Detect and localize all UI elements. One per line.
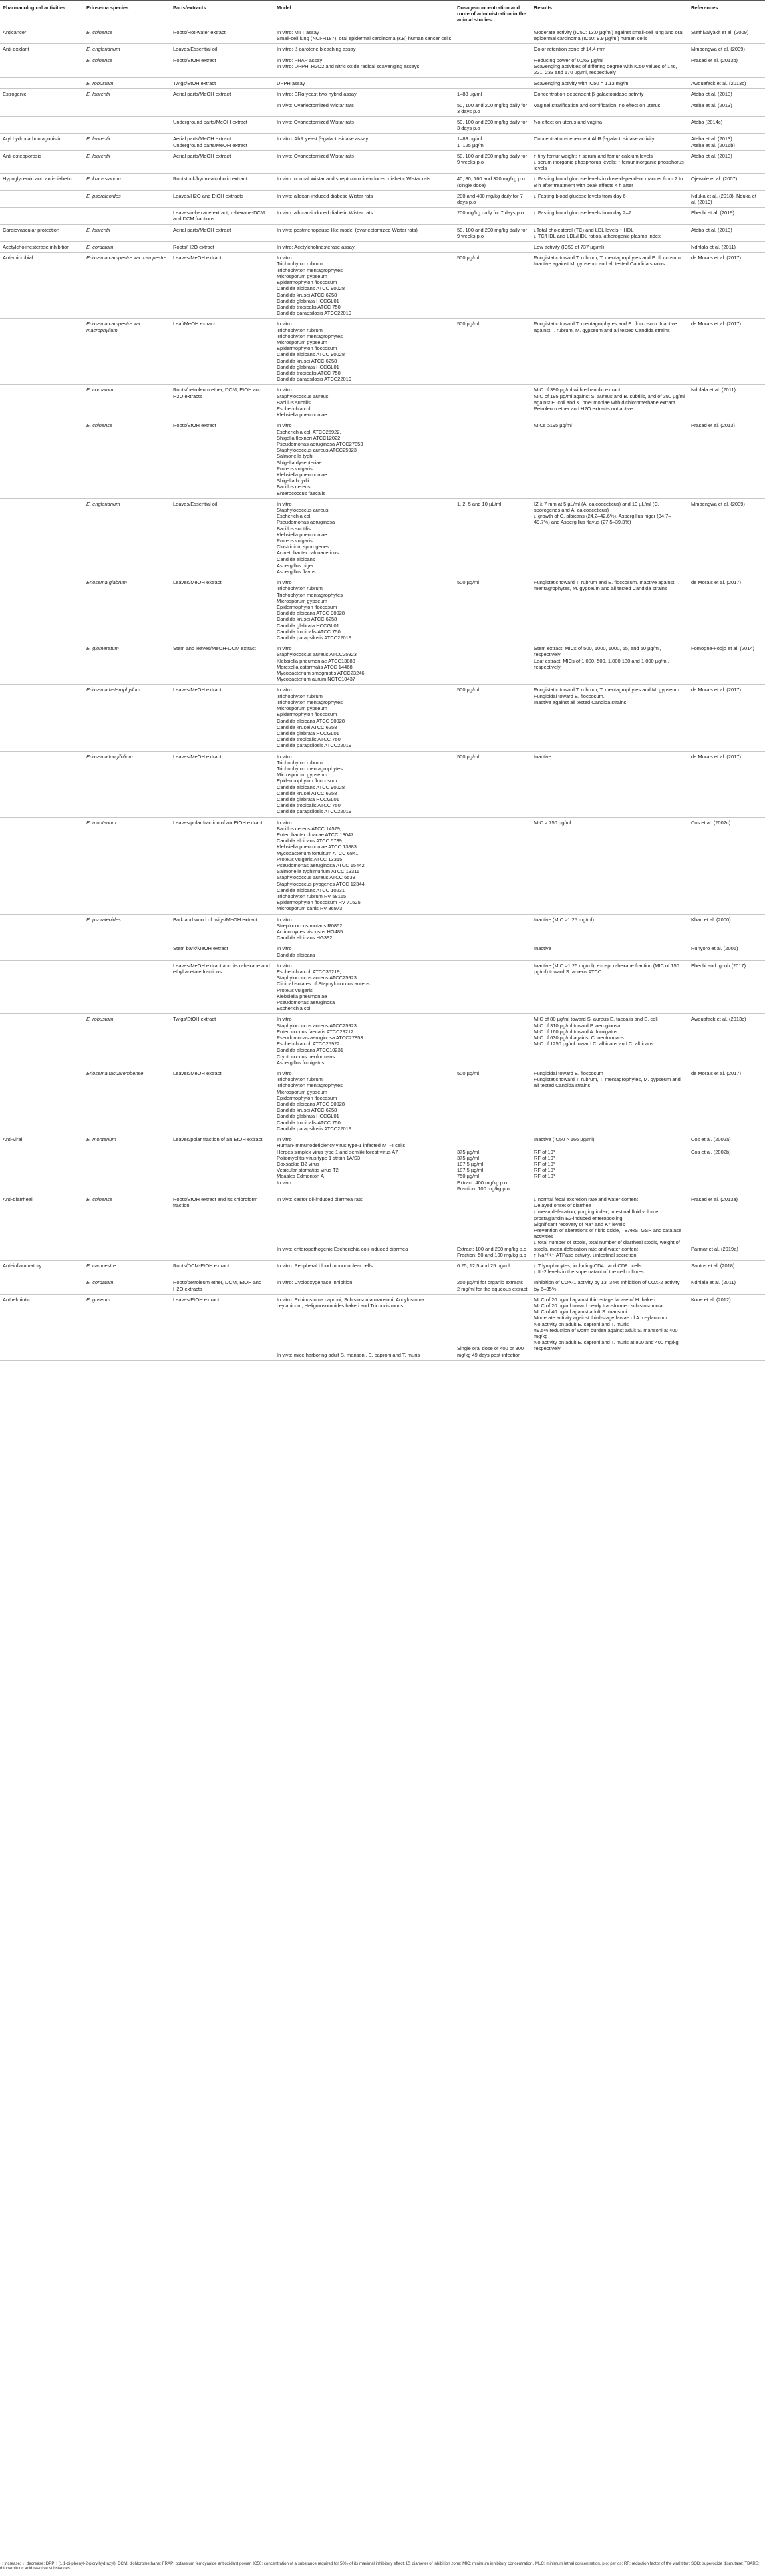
activity-cell xyxy=(0,208,84,224)
table-row xyxy=(0,224,765,241)
species-cell: E. laurentii xyxy=(84,134,170,150)
parts-cell: Leaves/polar fraction of an EtOH extract xyxy=(170,817,274,914)
parts-cell: Leaves/MeOH extract xyxy=(170,577,274,643)
reference-cell: de Morais et al. (2017) xyxy=(688,685,765,751)
model-cell: In vitro: Echinostoma caproni, Schistosoma mansoni, Ancylostoma ceylanicum, Heligmosomoides bakeri and Trichuris muris In vivo: mice harboring adult S. mansoni, E. caproni and T. muris xyxy=(274,1294,454,1360)
parts-cell: Leaves/n-hexane extract, n-hexane-DCM and DCM fractions xyxy=(170,208,274,224)
activity-cell xyxy=(0,914,84,943)
results-cell: ↓ normal fecal excretion rate and water content Delayed onset of diarrhea ↓ mean defecation, purging index, intestinal fluid volume, prostaglandin E2-induced enteropooling Significant recovery of Na⁺ and K⁺ levels Prevention of alterations of nitric oxide, TBARS, GSH and catalase activities ↓ total number of stools, total number of diarrheal stools, weight of stools, mean defecation rate and water content ↑ Na⁺/K⁺-ATPase activity, ↓intestinal secretion xyxy=(531,1194,688,1260)
species-cell: E. cordatum xyxy=(84,385,170,420)
reference-cell: Ndhlala et al. (2011) xyxy=(688,1277,765,1294)
results-cell: MIC > 750 µg/ml xyxy=(531,817,688,914)
results-cell: ↓ Fasting blood glucose levels from day 6 xyxy=(531,190,688,207)
activity-cell xyxy=(0,420,84,498)
results-cell: MIC of 80 µg/ml toward S. aureus E. faecalis and E. coli MIC of 310 µg/ml toward P. aeruginosa MIC of 160 µg/ml toward A. fumigatus MIC of 630 µg/ml against C. neoformans MIC of 1250 µg/ml toward C. albicans and C. albicans xyxy=(531,1014,688,1068)
results-cell: MLC of 20 µg/ml against third-stage larvae of H. bakeri MLC of 20 µg/ml toward newly transformed schistosomula MLC of 40 µg/ml against adult S. mansoni Moderate activity against third-stage larvae of A. ceylanicum No activity on adult E. caproni and T. muris 49.5% reduction of worm burden against adult S. mansoni at 400 mg/kg No activity on adult E. caproni and T. muris at 800 and 400 mg/kg, respectively xyxy=(531,1294,688,1360)
model-cell: In vivo: normal Wistar and streptozotocin-induced diabetic Wistar rats xyxy=(274,174,454,190)
results-cell: Vaginal stratification and cornification, no effect on uterus xyxy=(531,100,688,116)
dosage-cell xyxy=(454,643,531,685)
activity-cell xyxy=(0,498,84,577)
parts-cell: Aerial parts/MeOH extract xyxy=(170,224,274,241)
table-row xyxy=(0,1068,765,1134)
table-row xyxy=(0,117,765,134)
table-header-row xyxy=(0,1,765,27)
table-row xyxy=(0,253,765,319)
reference-cell: de Morais et al. (2017) xyxy=(688,319,765,385)
species-cell: E. laurentii xyxy=(84,150,170,174)
parts-cell: Roots/DCM-EtOH extract xyxy=(170,1260,274,1277)
dosage-cell: 500 µg/ml xyxy=(454,577,531,643)
model-cell: In vitro Candida albicans xyxy=(274,943,454,960)
species-cell: E. robustum xyxy=(84,1014,170,1068)
model-cell: DPPH assay xyxy=(274,78,454,89)
table-row xyxy=(0,943,765,960)
model-cell: In vitro Staphylococcus aureus Bacillus subtilis Escherichia coli Klebsiella pneumoniae xyxy=(274,385,454,420)
activity-cell xyxy=(0,78,84,89)
parts-cell: Rootstock/hydro-alcoholic extract xyxy=(170,174,274,190)
reference-cell: Santos et al. (2018) xyxy=(688,1260,765,1277)
reference-cell: Ateba et al. (2013) Ateba et al. (2016b) xyxy=(688,134,765,150)
results-cell: No effect on uterus and vagina xyxy=(531,117,688,134)
species-cell: E. laurentii xyxy=(84,224,170,241)
reference-cell: Ateba et al. (2013) xyxy=(688,89,765,100)
results-cell: Low activity (IC50 of 737 µg/ml) xyxy=(531,242,688,253)
model-cell: In vitro Bacillus cereus ATCC 14579, Enterobacter cloacae ATCC 13047 Candida albicans ATCC 5739 Klebsiella pneumoniae ATCC 13883 Mycobacterium fortuitum ATCC 6841 Proteus vulgaris ATCC 13315 Pseudomonas aeruginosa ATCC 15442 Salmonella typhimurium ATCC 13311 Staphylococcus aureus ATCC 6538 Staphylococcus pyogenes ATCC 12344 Candida albicans ATCC 10231 Trichophyton rubrum RV 58165, Epidermophyton floccosum RV 71625 Microsporum canis RV 86973 xyxy=(274,817,454,914)
activity-cell xyxy=(0,751,84,817)
results-cell: Fungistatic toward T. rubrum and E. floccosum. Inactive against T. mentagrophytes, M. gypseum and all tested Candida strains xyxy=(531,577,688,643)
reference-cell: Ateba et al. (2013) xyxy=(688,224,765,241)
activity-cell: Anti-microbial xyxy=(0,253,84,319)
model-cell: In vitro Trichophyton rubrum Trichophyton mentagrophytes Microsporum gypseum Epidermophyton floccosum Candida albicans ATCC 90028 Candida krusei ATCC 6258 Candida glabrata HCCGL01 Candida tropicalis ATCC 750 Candida parapsilosis ATCC22019 xyxy=(274,685,454,751)
parts-cell: Twigs/EtOH extract xyxy=(170,1014,274,1068)
activity-cell xyxy=(0,100,84,116)
dosage-cell: 6.25, 12.5 and 25 µg/ml xyxy=(454,1260,531,1277)
species-cell: E. cordatum xyxy=(84,242,170,253)
reference-cell: Sutthivaiyakit et al. (2009) xyxy=(688,27,765,44)
species-cell xyxy=(84,943,170,960)
dosage-cell xyxy=(454,1014,531,1068)
dosage-cell xyxy=(454,817,531,914)
parts-cell: Roots/EtOH extract xyxy=(170,420,274,498)
species-cell: Eriosema campestre var. macrophyllum xyxy=(84,319,170,385)
dosage-cell xyxy=(454,27,531,44)
model-cell: In vitro Human-immunodeficiency virus type-1 infected MT-4 cells Herpes simplex virus type 1 and semliki forest virus A7 Poliomyelitis virus type 1 strain 1A/S3 Coxsackie B2 virus Vesicular stomatitis virus T2 Measles Edmonton A In vivo xyxy=(274,1134,454,1194)
parts-cell: Twigs/EtOH extract xyxy=(170,78,274,89)
table-row xyxy=(0,208,765,224)
model-cell: In vitro: Acetylcholinesterase assay xyxy=(274,242,454,253)
dosage-cell: 1–83 µg/ml 1–125 µg/ml xyxy=(454,134,531,150)
table-row xyxy=(0,78,765,89)
activity-cell xyxy=(0,117,84,134)
table-row xyxy=(0,55,765,78)
reference-cell: de Morais et al. (2017) xyxy=(688,751,765,817)
species-cell: E. montanum xyxy=(84,817,170,914)
model-cell: In vitro Staphylococcus aureus ATCC25923 Klebsiella pneumoniae ATCC13883 Morexella catarrhalis ATCC 14468 Mycobacterium smegmatis ATCC23246 Mycobacterium aurum NCTC10437 xyxy=(274,643,454,685)
parts-cell: Leaves/EtOH extract xyxy=(170,1294,274,1360)
results-cell: Scavenging activity with IC50 = 1.13 mg/ml xyxy=(531,78,688,89)
table-row xyxy=(0,27,765,44)
activity-cell xyxy=(0,319,84,385)
header-activities: Pharmacological activities xyxy=(0,1,84,27)
table-row xyxy=(0,914,765,943)
table-row xyxy=(0,44,765,55)
dosage-cell xyxy=(454,242,531,253)
model-cell: In vitro: Cyclooxygenase inhibition xyxy=(274,1277,454,1294)
header-parts: Parts/extracts xyxy=(170,1,274,27)
model-cell: In vivo: alloxan-induced diabetic Wistar rats xyxy=(274,190,454,207)
header-species: Eriosema species xyxy=(84,1,170,27)
table-row xyxy=(0,1277,765,1294)
dosage-cell xyxy=(454,943,531,960)
parts-cell: Aerial parts/MeOH extract xyxy=(170,150,274,174)
species-cell: E. robustum xyxy=(84,78,170,89)
species-cell: E. campestre xyxy=(84,1260,170,1277)
model-cell: In vitro: ERα yeast two-hybrid assay xyxy=(274,89,454,100)
dosage-cell xyxy=(454,78,531,89)
results-cell: Inactive (MIC ≥1.25 mg/ml) xyxy=(531,914,688,943)
species-cell: Eriosema glabrum xyxy=(84,577,170,643)
parts-cell: Aerial parts/MeOH extract Underground parts/MeOH extract xyxy=(170,134,274,150)
header-results: Results xyxy=(531,1,688,27)
results-cell: MICs ≥195 µg/ml xyxy=(531,420,688,498)
parts-cell: Leaves/H2O and EtOH extracts xyxy=(170,190,274,207)
dosage-cell: 200 mg/kg daily for 7 days p.o xyxy=(454,208,531,224)
results-cell: Stem extract: MICs of 500, 1000, 1000, 65, and 50 µg/ml, respectively Leaf extract: MICs of 1,000, 500, 1,000,130 and 1,000 µg/ml, respectively xyxy=(531,643,688,685)
results-cell: Fungistatic toward T. rubrum, T. mentagrophytes and M. gypseum. Fungicidal toward E. floccosum. Inactive against all tested Candida strains xyxy=(531,685,688,751)
species-cell: E. kraussianum xyxy=(84,174,170,190)
species-cell: Eriosema longifolium xyxy=(84,751,170,817)
species-cell: Eriosema campestre var. campestre xyxy=(84,253,170,319)
species-cell: E. chinense xyxy=(84,55,170,78)
species-cell: Eriosema tacuarembense xyxy=(84,1068,170,1134)
dosage-cell: 500 µg/ml xyxy=(454,751,531,817)
activity-cell xyxy=(0,577,84,643)
table-row xyxy=(0,577,765,643)
parts-cell: Stem bark/MeOH extract xyxy=(170,943,274,960)
reference-cell: Prasad et al. (2013a) Parmar et al. (2019a) xyxy=(688,1194,765,1260)
species-cell: E. chinense xyxy=(84,420,170,498)
table-row xyxy=(0,150,765,174)
table-row xyxy=(0,1134,765,1194)
activity-cell: Hypoglycemic and anti-diabetic xyxy=(0,174,84,190)
reference-cell: Prasad et al. (2013b) xyxy=(688,55,765,78)
header-dosage: Dosage/concentration and route of administration in the animal studies xyxy=(454,1,531,27)
model-cell: In vitro Trichophyton rubrum Trichophyton mentagrophytes Microsporum gypseum Epidermophyton floccosum Candida albicans ATCC 90028 Candida krusei ATCC 6258 Candida glabrata HCCGL01 Candida tropicalis ATCC 750 Candida parapsilosis ATCC22019 xyxy=(274,1068,454,1134)
reference-cell: Fomogne-Fodjo et al. (2014) xyxy=(688,643,765,685)
activity-cell xyxy=(0,1014,84,1068)
results-cell: Color retention zone of 14.4 mm xyxy=(531,44,688,55)
reference-cell: de Morais et al. (2017) xyxy=(688,577,765,643)
parts-cell: Bark and wood of twigs/MeOH extract xyxy=(170,914,274,943)
activity-cell xyxy=(0,943,84,960)
parts-cell: Leaves/MeOH extract xyxy=(170,1068,274,1134)
dosage-cell: 250 µg/ml for organic extracts 2 mg/ml for the aqueous extract xyxy=(454,1277,531,1294)
reference-cell: Ateba (2014c) xyxy=(688,117,765,134)
dosage-cell: 500 µg/ml xyxy=(454,319,531,385)
reference-cell: Cos et al. (2002a) Cos et al. (2002b) xyxy=(688,1134,765,1194)
parts-cell: Leaf/MeOH extract xyxy=(170,319,274,385)
model-cell: In vitro: β-carotene bleaching assay xyxy=(274,44,454,55)
activity-cell: Anti-osteoporosis xyxy=(0,150,84,174)
species-cell xyxy=(84,960,170,1014)
activity-cell xyxy=(0,55,84,78)
table-row xyxy=(0,1194,765,1260)
reference-cell: Kone et al. (2012) xyxy=(688,1294,765,1360)
parts-cell: Leaves/MeOH extract xyxy=(170,751,274,817)
species-cell: E. laurentii xyxy=(84,89,170,100)
model-cell: In vitro Trichophyton rubrum Trichophyton mentagrophytes Microsporum gypseum Epidermophyton floccosum Candida albicans ATCC 90028 Candida krusei ATCC 6258 Candida glabrata HCCGL01 Candida tropicalis ATCC 750 Candida parapsilosis ATCC22019 xyxy=(274,319,454,385)
results-cell: Fungistatic toward T. rubrum, T. mentagrophytes and E. floccosum. Inactive against M. gypseum and all tested Candida strains xyxy=(531,253,688,319)
parts-cell: Roots/petroleum ether, DCM, EtOH and H2O extracts xyxy=(170,1277,274,1294)
reference-cell: Ojewole et al. (2007) xyxy=(688,174,765,190)
activity-cell: Anti-diarrheal xyxy=(0,1194,84,1260)
dosage-cell: 50, 100 and 200 mg/kg daily for 3 days p.o xyxy=(454,117,531,134)
parts-cell: Roots/Hot-water extract xyxy=(170,27,274,44)
parts-cell: Leaves/polar fraction of an EtOH extract xyxy=(170,1134,274,1194)
reference-cell: Ndhlala et al. (2011) xyxy=(688,385,765,420)
model-cell: In vivo: alloxan-induced diabetic Wistar rats xyxy=(274,208,454,224)
model-cell: In vitro: MTT assay Small-cell lung (NCI-H187), oral epidermal carcinoma (KB) human cancer cells xyxy=(274,27,454,44)
model-cell: In vivo: Ovariectomized Wistar rats xyxy=(274,150,454,174)
reference-cell: Ndhlala et al. (2011) xyxy=(688,242,765,253)
dosage-cell: 40, 80, 160 and 320 mg/kg p.o (single dose) xyxy=(454,174,531,190)
species-cell: E. englerianum xyxy=(84,498,170,577)
activity-cell: Anti-oxidant xyxy=(0,44,84,55)
dosage-cell: 500 µg/ml xyxy=(454,1068,531,1134)
parts-cell: Roots/EtOH extract xyxy=(170,55,274,78)
parts-cell: Roots/H2O extract xyxy=(170,242,274,253)
parts-cell: Leaves/Essential oil xyxy=(170,498,274,577)
results-cell: Concentration-dependent β-galactosidase activity xyxy=(531,89,688,100)
results-cell: Inhibition of COX-1 activity by 13–34% Inhibition of COX-2 activity by 6–35% xyxy=(531,1277,688,1294)
dosage-cell: 50, 100 and 200 mg/kg daily for 3 days p.o xyxy=(454,100,531,116)
header-references: References xyxy=(688,1,765,27)
reference-cell: Mmbengwa et al. (2009) xyxy=(688,44,765,55)
dosage-cell: 500 µg/ml xyxy=(454,253,531,319)
dosage-cell: Extract: 100 and 200 mg/kg p.o Fraction: 50 and 100 mg/kg p.o xyxy=(454,1194,531,1260)
results-cell: Concentration-dependent AhR β-galactosidase activity xyxy=(531,134,688,150)
reference-cell: Runyoro et al. (2006) xyxy=(688,943,765,960)
reference-cell: Awouafack et al. (2013c) xyxy=(688,78,765,89)
results-cell: Reducing power of 0.263 µg/ml Scavenging activities of differing degree with IC50 values of 146, 221, 233 and 170 µg/ml, respectively xyxy=(531,55,688,78)
activity-cell xyxy=(0,817,84,914)
reference-cell: Prasad et al. (2013) xyxy=(688,420,765,498)
table-row xyxy=(0,385,765,420)
parts-cell: Leaves/MeOH extract and its n-hexane and ethyl acetate fractions xyxy=(170,960,274,1014)
dosage-cell: Single oral dose of 400 or 800 mg/kg 49 days post-infection xyxy=(454,1294,531,1360)
parts-cell: Roots/petroleum ether, DCM, EtOH and H2O extracts xyxy=(170,385,274,420)
dosage-cell: 200 and 400 mg/kg daily for 7 days p.o xyxy=(454,190,531,207)
dosage-cell: 500 µg/ml xyxy=(454,685,531,751)
species-cell: E. chinense xyxy=(84,27,170,44)
activity-cell: Anticancer xyxy=(0,27,84,44)
parts-cell: Leaves/MeOH extract xyxy=(170,685,274,751)
results-cell: Fungistatic toward T. mentagrophytes and E. floccosum. Inactive against T. rubrum, M. gypseum and all tested Candida strains xyxy=(531,319,688,385)
table-row xyxy=(0,1014,765,1068)
reference-cell: Mmbengwa et al. (2009) xyxy=(688,498,765,577)
table-body xyxy=(0,27,765,1361)
model-cell: In vitro Staphylococcus aureus ATCC25923 Enterococcus faecalis ATCC29212 Pseudomonas aeruginosa ATCC27853 Escherichia coli ATCC25922 Candida albicans ATCC10231 Cryptococcus neoformans Aspergillus fumigatus xyxy=(274,1014,454,1068)
reference-cell: Cos et al. (2002c) xyxy=(688,817,765,914)
table-row xyxy=(0,242,765,253)
results-cell: ↓Total cholesterol (TC) and LDL levels ↑ HDL ↓ TC/HDL and LDL/HDL ratios, atherogenic plasma index xyxy=(531,224,688,241)
reference-cell: Khan et al. (2000) xyxy=(688,914,765,943)
model-cell: In vitro Trichophyton rubrum Trichophyton mentagrophytes Microsporum gypseum Epidermophyton floccosum Candida albicans ATCC 90028 Candida krusei ATCC 6258 Candida glabrata HCCGL01 Candida tropicalis ATCC 750 Candida parapsilosis ATCC22019 xyxy=(274,751,454,817)
dosage-cell xyxy=(454,44,531,55)
species-cell: E. psoraleoides xyxy=(84,914,170,943)
table-row xyxy=(0,643,765,685)
activity-cell: Aryl hydrocarbon agonistic xyxy=(0,134,84,150)
results-cell: Moderate activity (IC50: 13.0 µg/ml) against small-cell lung and oral epidermal carcinoma (IC50: 9.9 µg/ml) human cells xyxy=(531,27,688,44)
dosage-cell: 50, 100 and 200 mg/kg daily for 9 weeks p.o xyxy=(454,150,531,174)
table-row xyxy=(0,960,765,1014)
species-cell xyxy=(84,100,170,116)
table-row xyxy=(0,420,765,498)
table-footnote: ↑: increase; ↓: decrease; DPPH (1,1-di-phenyl-2-picrylhydrazyl); DCM: dichloromethane; FRAP: potassium ferricyanide antioxidant power; IC50: concentration of a substance required for 50% of its maximal inhibitory effect; IZ: diameter of inhibition zone; MIC: minimum inhibitory concentration, MLC: minimum lethal concentration, p.o: per os; RF: reduction factor of the viral titer; SOD: superoxide dismutase; TBARS: thiobarbituric acid reactive substances. xyxy=(0,2561,760,2571)
reference-cell: Ateba et al. (2013) xyxy=(688,100,765,116)
activity-cell: Anthelmintic xyxy=(0,1294,84,1360)
dosage-cell xyxy=(454,420,531,498)
header-model: Model xyxy=(274,1,454,27)
parts-cell: Stem and leaves/MeOH-DCM extract xyxy=(170,643,274,685)
parts-cell: Roots/EtOH extract and its chloroform fraction xyxy=(170,1194,274,1260)
parts-cell xyxy=(170,100,274,116)
table-row xyxy=(0,100,765,116)
dosage-cell xyxy=(454,960,531,1014)
model-cell: In vitro Escherichia coli ATCC25922, Shigella flexneri ATCC12022 Pseudomonas aeruginosa ATCC27853 Staphylococcus aureus ATCC25923 Salmonella typhi Shigella dysenteriae Proteus vulgaris Klebsiella pneumoniae Shigella boydii Bacillus cereus Enterococcus faecalis xyxy=(274,420,454,498)
model-cell: In vitro Trichophyton rubrum Trichophyton mentagrophytes Microsporum gypseum Epidermophyton floccosum Candida albicans ATCC 90028 Candida krusei ATCC 6258 Candida glabrata HCCGL01 Candida tropicalis ATCC 750 Candida parapsilosis ATCC22019 xyxy=(274,253,454,319)
reference-cell: Ebechi and Igboh (2017) xyxy=(688,960,765,1014)
parts-cell: Leaves/Essential oil xyxy=(170,44,274,55)
dosage-cell: 50, 100 and 200 mg/kg daily for 9 weeks p.o xyxy=(454,224,531,241)
activity-cell xyxy=(0,1068,84,1134)
reference-cell: de Morais et al. (2017) xyxy=(688,253,765,319)
reference-cell: Nduka et al. (2018), Nduka et al. (2019) xyxy=(688,190,765,207)
results-cell: IZ ≥ 7 mm at 5 µL/ml (A. calcoaceticus) and 10 µL/ml (C. sporogenes and A. calcoaceticus) ↓ growth of C. albicans (24.2–42.6%), Aspergillus niger (34.7–49.7%) and Aspergillus flavus (27.5–39.3%) xyxy=(531,498,688,577)
species-cell: E. cordatum xyxy=(84,1277,170,1294)
results-cell: Inactive (IC50 > 166 µg/ml) RF of 10³ RF of 10² RF of 10² RF of 10³ RF of 10³ xyxy=(531,1134,688,1194)
species-cell: E. griseum xyxy=(84,1294,170,1360)
dosage-cell xyxy=(454,385,531,420)
reference-cell: Awouafack et al. (2013c) xyxy=(688,1014,765,1068)
activity-cell: Anti-viral xyxy=(0,1134,84,1194)
reference-cell: de Morais et al. (2017) xyxy=(688,1068,765,1134)
table-row xyxy=(0,498,765,577)
species-cell: E. englerianum xyxy=(84,44,170,55)
reference-cell: Ebechi et al. (2019) xyxy=(688,208,765,224)
table-row xyxy=(0,1260,765,1277)
results-cell: ↑ tiny femur weight; ↑ serum and femur calcium levels ↓ serum inorganic phosphorus levels; ↑ femur inorganic phosphorus levels xyxy=(531,150,688,174)
dosage-cell xyxy=(454,55,531,78)
species-cell: E. chinense xyxy=(84,1194,170,1260)
species-cell: E. montanum xyxy=(84,1134,170,1194)
model-cell: In vitro Staphylococcus aureus Escherichia coli Pseudomonas aeruginosa Bacillus subtilis Klebsiella pneumoniae Proteus vulgaris Clostridium sporogenes Acinetobacter calcoaceticus Candida albicans Aspergillus niger Aspergillus flavus xyxy=(274,498,454,577)
species-cell xyxy=(84,117,170,134)
species-cell: Eriosema heterophyllum xyxy=(84,685,170,751)
species-cell: E. psoraleoides xyxy=(84,190,170,207)
results-cell: ↓ Fasting blood glucose levels in dose-dependent manner from 2 to 8 h after treatment with peak effects 4 h after xyxy=(531,174,688,190)
model-cell: In vitro: AhR yeast β-galactosidase assay xyxy=(274,134,454,150)
activity-cell: Anti-inflammatory xyxy=(0,1260,84,1277)
model-cell: In vivo: castor oil-induced diarrhea rats In vivo: enteropathogenic Escherichia coli-induced diarrhea xyxy=(274,1194,454,1260)
results-cell: Inactive xyxy=(531,943,688,960)
model-cell: In vitro Streptococcus mutans R0862 Actinomyces viscosus HG485 Candida albicans HG392 xyxy=(274,914,454,943)
model-cell: In vivo: postmenopause-like model (ovariectomized Wistar rats) xyxy=(274,224,454,241)
model-cell: In vitro: FRAP assay In vitro: DPPH, H2O2 and nitric oxide radical scavenging assays xyxy=(274,55,454,78)
dosage-cell: 1–83 µg/ml xyxy=(454,89,531,100)
table-row xyxy=(0,174,765,190)
parts-cell: Aerial parts/MeOH extract xyxy=(170,89,274,100)
species-cell xyxy=(84,208,170,224)
dosage-cell: 1, 2, 5 and 10 µL/ml xyxy=(454,498,531,577)
dosage-cell: 375 µg/ml 375 µg/ml 187.5 µg/ml 187.5 µg/ml 750 µg/ml Extract: 400 mg/kg p.o Fraction: 100 mg/kg p.o xyxy=(454,1134,531,1194)
table-row xyxy=(0,89,765,100)
model-cell: In vitro Trichophyton rubrum Trichophyton mentagrophytes Microsporum gypseum Epidermophyton floccosum Candida albicans ATCC 90028 Candida krusei ATCC 6258 Candida glabrata HCCGL01 Candida tropicalis ATCC 750 Candida parapsilosis ATCC22019 xyxy=(274,577,454,643)
dosage-cell xyxy=(454,914,531,943)
model-cell: In vitro: Peripheral blood mononuclear cells xyxy=(274,1260,454,1277)
results-cell: ↓ Fasting blood glucose levels from day 2–7 xyxy=(531,208,688,224)
parts-cell: Leaves/MeOH extract xyxy=(170,253,274,319)
table-row xyxy=(0,817,765,914)
activity-cell xyxy=(0,1277,84,1294)
species-cell: E. glomeratum xyxy=(84,643,170,685)
activity-cell xyxy=(0,960,84,1014)
results-cell: Fungicidal toward E. floccosum Fungistatic toward T. rubrum, T. mentagrophytes, M. gypseum and all tested Candida strains xyxy=(531,1068,688,1134)
activity-cell xyxy=(0,385,84,420)
activity-cell xyxy=(0,643,84,685)
model-cell: In vitro Escherichia coli ATCC35219, Staphylococcus aureus ATCC25923 Clinical isolates of Staphylococcus aureus Proteus vulgaris Klebsiella pneumoniae Pseudomonas aeruginosa Escherichia coli xyxy=(274,960,454,1014)
activity-cell: Estrogenic xyxy=(0,89,84,100)
table-row xyxy=(0,319,765,385)
results-cell: ↑ T lymphocytes, including CD4⁺ and CD8⁺ cells ↓ IL-2 levels in the supernatant of the cell cultures xyxy=(531,1260,688,1277)
activity-cell xyxy=(0,685,84,751)
parts-cell: Underground parts/MeOH extract xyxy=(170,117,274,134)
activity-cell: Cardiovascular protection xyxy=(0,224,84,241)
table-row xyxy=(0,134,765,150)
table-row xyxy=(0,685,765,751)
table-row xyxy=(0,190,765,207)
results-cell: Inactive xyxy=(531,751,688,817)
model-cell: In vivo: Ovariectomized Wistar rats xyxy=(274,117,454,134)
activity-cell: Acetylcholinesterase inhibition xyxy=(0,242,84,253)
results-cell: MIC of 390 µg/ml with ethanolic extract MIC of 195 µg/ml against S. aureus and B. subtilis, and of 390 µg/ml against E. coli and K. pneumoniae with dichloromethane extract Petroleum ether and H2O extracts not active xyxy=(531,385,688,420)
table-row xyxy=(0,1294,765,1360)
model-cell: In vivo: Ovariectomized Wistar rats xyxy=(274,100,454,116)
activity-cell xyxy=(0,190,84,207)
reference-cell: Ateba et al. (2013) xyxy=(688,150,765,174)
results-cell: Inactive (MIC >1.25 mg/ml), except n-hexane fraction (MIC of 150 µg/ml) toward S. aureus ATCC xyxy=(531,960,688,1014)
table-row xyxy=(0,751,765,817)
